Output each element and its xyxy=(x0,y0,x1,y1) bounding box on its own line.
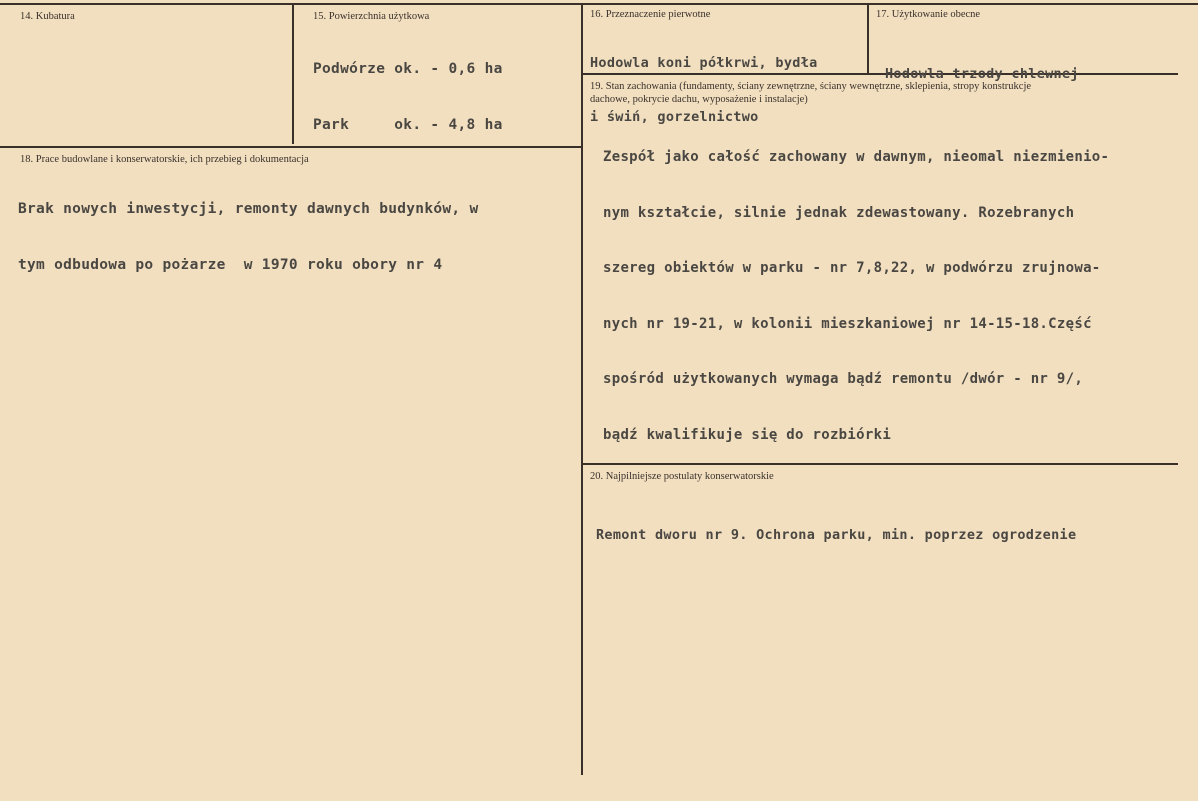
text-line: Zespół jako całość zachowany w dawnym, nieomal niezmienio- xyxy=(603,149,1110,165)
text-line: nych nr 19-21, w kolonii mieszkaniowej nr 14-15-18.Część xyxy=(603,315,1092,332)
field-16-label: 16. Przeznaczenie pierwotne xyxy=(590,9,711,20)
text-line: Brak nowych inwestycji, remonty dawnych budynków, w xyxy=(18,201,479,217)
text-line: bądź kwalifikuje się do rozbiórki xyxy=(603,426,892,443)
text-line: i świń, gorzelnictwo xyxy=(590,109,759,125)
top-rule xyxy=(0,3,1198,5)
text-line: nym kształcie, silnie jednak zdewastowany. Rozebranych xyxy=(603,204,1075,221)
field-18-label: 18. Prace budowlane i konserwatorskie, ich przebieg i dokumentacja xyxy=(20,154,309,165)
text-line: Hodowla koni półkrwi, bydła xyxy=(590,55,818,71)
text-line: Podwórze ok. - 0,6 ha xyxy=(313,61,503,77)
field-18-value xyxy=(18,166,479,309)
field-20-value xyxy=(596,492,1076,580)
text-line: Park ok. - 4,8 ha xyxy=(313,116,503,133)
text-line: Hodowla trzody chlewnej xyxy=(885,66,1079,82)
center-divider xyxy=(581,3,583,775)
divider-14-15 xyxy=(292,3,294,144)
text-line: Remont dworu nr 9. Ochrona parku, min. poprzez ogrodzenie xyxy=(596,527,1077,543)
field-14-label: 14. Kubatura xyxy=(20,11,75,22)
text-line: spośród użytkowanych wymaga bądź remontu /dwór - nr 9/, xyxy=(603,371,1084,387)
field-19-value xyxy=(603,114,1109,479)
text-line: szereg obiektów w parku - nr 7,8,22, w podwórzu zrujnowa- xyxy=(603,260,1101,276)
divider-16-17 xyxy=(867,3,869,73)
field-15-value xyxy=(313,26,503,169)
field-15-label: 15. Powierzchnia użytkowa xyxy=(313,11,430,22)
field-20-label: 20. Najpilniejsze postulaty konserwatorskie xyxy=(590,471,774,482)
field-19-label: 19. Stan zachowania (fundamenty, ściany zewnętrzne, ściany wewnętrzne, sklepienia, stropy konstrukcje dachowe, pokrycie dachu, wyposażenie i instalacje) xyxy=(590,81,1032,105)
field-17-label: 17. Użytkowanie obecne xyxy=(876,9,981,20)
text-line: tym odbudowa po pożarze w 1970 roku obory nr 4 xyxy=(18,256,443,273)
